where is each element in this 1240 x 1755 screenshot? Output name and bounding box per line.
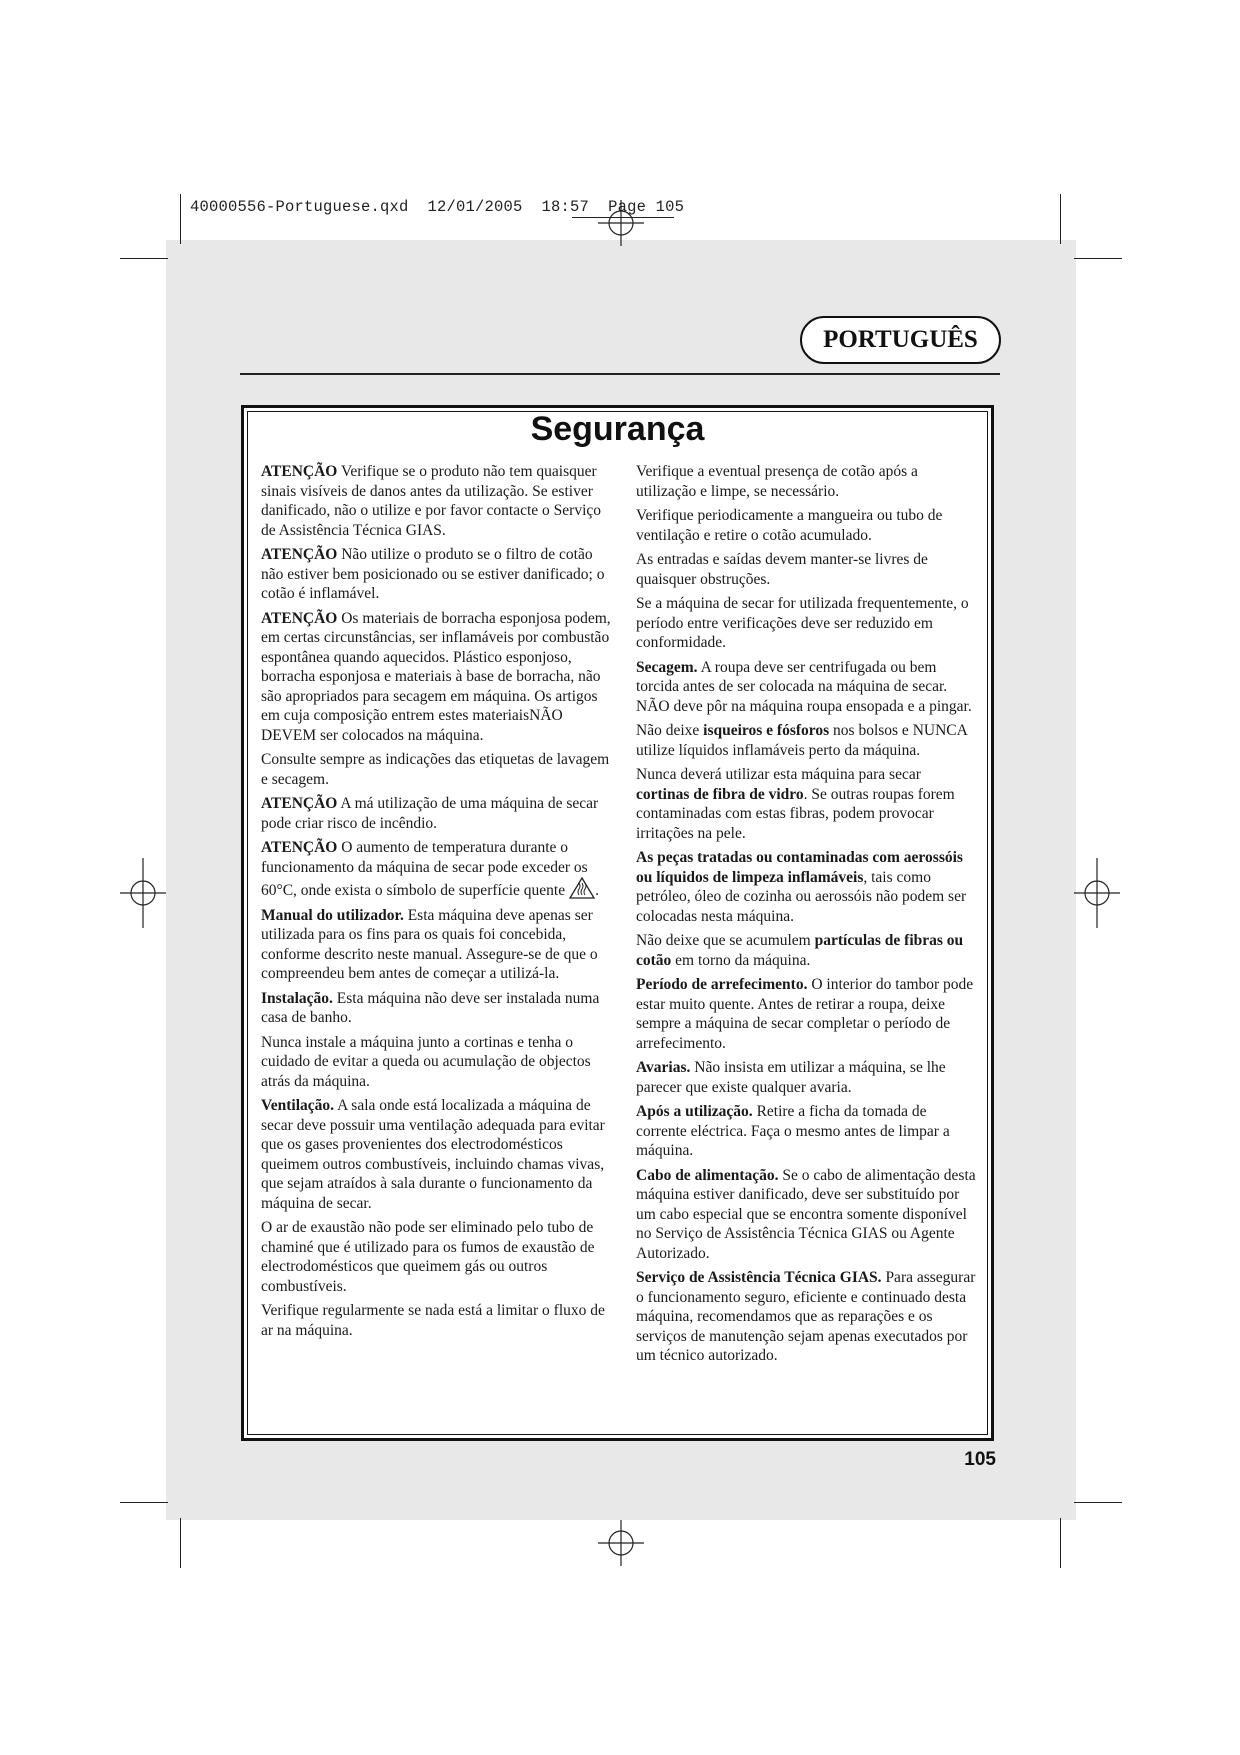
registration-mark-icon	[598, 1520, 644, 1566]
paragraph: ATENÇÃO Verifique se o produto não tem quaisquer sinais visíveis de danos antes da utilização. Se estiver danificado, não o utilize e por favor contacte o Serviço de Assistência Técnica GIAS.	[261, 463, 602, 539]
paragraph: Nunca deverá utilizar esta máquina para secar cortinas de fibra de vidro. Se outras roupas forem contaminadas com estas fibras, podem provocar irritações na pele.	[636, 766, 955, 842]
trim-mark-top-left-v	[180, 194, 181, 244]
paragraph: ATENÇÃO Os materiais de borracha esponjosa podem, em certas circunstâncias, ser inflamáveis por combustão espontânea quando aquecidos. Plástico esponjoso, borracha esponjosa e materiais à base de borracha, não são apropriados para secagem em máquina. Os artigos em cuja composição entrem estes materiaisNÃO DEVEM ser colocados na máquina.	[261, 609, 611, 744]
registration-mark-icon	[120, 858, 166, 928]
paragraph: Manual do utilizador. Esta máquina deve apenas ser utilizada para os fins para os quais foi concebida, conforme descrito neste manual. Assegure-se de que o compreendeu bem antes de começar a utilizá-la.	[261, 906, 598, 982]
left-column	[261, 462, 618, 1345]
hot-surface-icon	[569, 877, 595, 899]
trim-mark-bottom-right-v	[1060, 1518, 1061, 1568]
paragraph: Não deixe isqueiros e fósforos nos bolsos e NUNCA utilize líquidos inflamáveis perto da máquina.	[636, 722, 967, 759]
paragraph: Consulte sempre as indicações das etiquetas de lavagem e secagem.	[261, 751, 610, 788]
paragraph: ATENÇÃO O aumento de temperatura durante o funcionamento da máquina de secar pode exceder os 60°C, onde exista o símbolo de superfície quente .	[261, 839, 599, 899]
paragraph: Avarias. Não insista em utilizar a máquina, se lhe parecer que existe qualquer avaria.	[636, 1059, 946, 1096]
paragraph: As entradas e saídas devem manter-se livres de quaisquer obstruções.	[636, 551, 928, 588]
trim-mark-top-right-v	[1060, 194, 1061, 244]
registration-mark-icon	[1074, 858, 1120, 928]
paragraph: Secagem. A roupa deve ser centrifugada ou bem torcida antes de ser colocada na máquina de secar. NÃO deve pôr na máquina roupa ensopada e a pingar.	[636, 658, 972, 715]
trim-mark-top-right-h	[1074, 258, 1122, 259]
paragraph: Após a utilização. Retire a ficha da tomada de corrente eléctrica. Faça o mesmo antes de limpar a máquina.	[636, 1103, 950, 1159]
trim-mark-bottom-left-v	[180, 1518, 181, 1568]
paragraph: Verifique a eventual presença de cotão após a utilização e limpe, se necessário.	[636, 463, 918, 500]
paragraph: Serviço de Assistência Técnica GIAS. Para assegurar o funcionamento seguro, eficiente e continuado desta máquina, recomendamos que as reparações e os serviços de manutenção sejam apenas executados por um técnico autorizado.	[636, 1269, 976, 1364]
page-title: Segurança	[530, 410, 705, 448]
paragraph: Ventilação. A sala onde está localizada a máquina de secar deve possuir uma ventilação adequada para evitar que os gases provenientes dos electrodomésticos queimem outros combustíveis, incluindo chamas vivas, que sejam atraídos à sala durante o funcionamento da máquina de secar.	[261, 1097, 605, 1212]
paragraph: Não deixe que se acumulem partículas de fibras ou cotão em torno da máquina.	[636, 932, 964, 969]
registration-mark-icon	[598, 200, 644, 246]
page-number: 105	[964, 1449, 996, 1470]
header-rule	[240, 373, 1000, 375]
paragraph: Verifique periodicamente a mangueira ou tubo de ventilação e retire o cotão acumulado.	[636, 507, 943, 544]
paragraph: Verifique regularmente se nada está a limitar o fluxo de ar na máquina.	[261, 1302, 605, 1339]
paragraph: Nunca instale a máquina junto a cortinas e tenha o cuidado de evitar a queda ou acumulação de objectos atrás da máquina.	[261, 1033, 591, 1090]
trim-mark-bottom-right-h	[1074, 1502, 1122, 1503]
trim-mark-bottom-left-h	[120, 1502, 168, 1503]
trim-mark-top-left-h	[120, 258, 168, 259]
paragraph: Se a máquina de secar for utilizada frequentemente, o período entre verificações deve ser reduzido em conformidade.	[636, 595, 969, 651]
right-column	[636, 462, 976, 1371]
language-tab: PORTUGUÊS	[800, 316, 1001, 364]
paragraph: ATENÇÃO A má utilização de uma máquina de secar pode criar risco de incêndio.	[261, 795, 599, 832]
print-slug: 40000556-Portuguese.qxd 12/01/2005 18:57 Page 105	[190, 198, 685, 216]
paragraph: ATENÇÃO Não utilize o produto se o filtro de cotão não estiver bem posicionado ou se estiver danificado; o cotão é inflamável.	[261, 546, 605, 602]
paragraph: Instalação. Esta máquina não deve ser instalada numa casa de banho.	[261, 989, 600, 1026]
paragraph: Cabo de alimentação. Se o cabo de alimentação desta máquina estiver danificado, deve ser substituído por um cabo especial que se encontra somente disponível no Serviço de Assistência Técnica GIAS ou Agente Autorizado.	[636, 1166, 976, 1262]
paragraph: O ar de exaustão não pode ser eliminado pelo tubo de chaminé que é utilizado para os fumos de exaustão de electrodomésticos que queimem gás ou outros combustíveis.	[261, 1219, 595, 1295]
paragraph: Período de arrefecimento. O interior do tambor pode estar muito quente. Antes de retirar a roupa, deixe sempre a máquina de secar completar o período de arrefecimento.	[636, 976, 974, 1052]
paragraph: As peças tratadas ou contaminadas com aerossóis ou líquidos de limpeza inflamáveis, tais como petróleo, óleo de cozinha ou aerossóis não podem ser colocadas nesta máquina.	[636, 849, 967, 925]
